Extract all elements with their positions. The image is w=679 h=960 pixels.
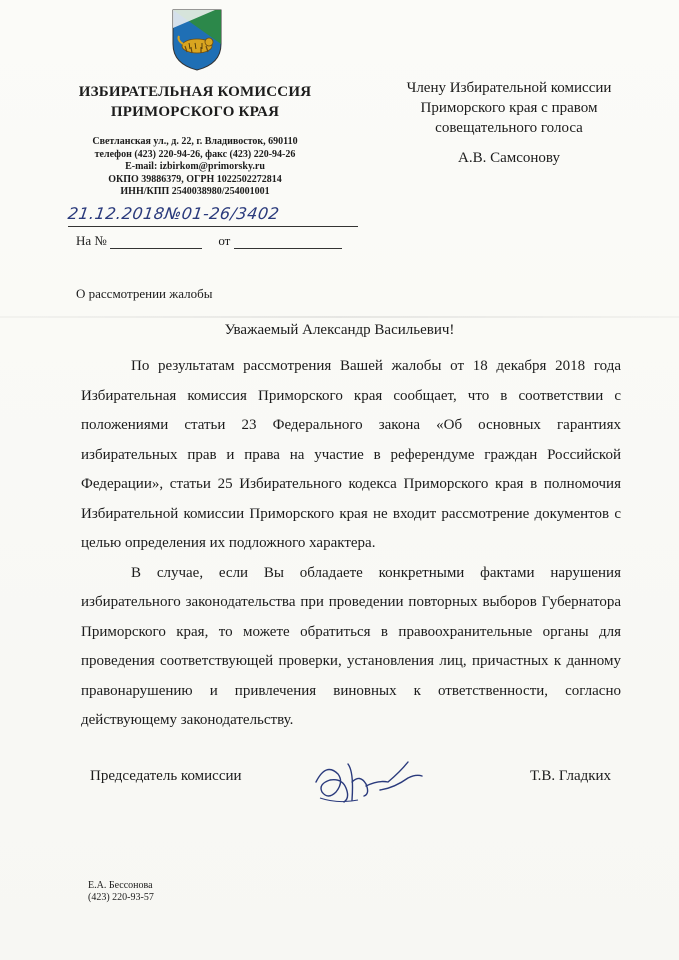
organization-phone: телефон (423) 220-94-26, факс (423) 220-94-26 (94, 148, 296, 160)
recipient-line1: Члену Избирательной комиссии (406, 80, 612, 96)
paper-fold (0, 316, 679, 318)
recipient-name: А.В. Самсонову (458, 150, 560, 166)
signatory-name: Т.В. Гладких (530, 768, 612, 784)
na-blank (110, 248, 202, 249)
outgoing-reference-line (68, 226, 358, 227)
body-paragraph-1: По результатам рассмотрения Вашей жалобы от 18 декабря 2018 года Избирательная комиссия Приморского края сообщает, что в соответствии с положениями статьи 23 Федерального закона «Об основных гарантиях избирательных прав и права на участие в референдуме граждан Российской Федерации», статьи 25 Избирательного кодекса Приморского края в полномочия Избирательной комиссии Приморского края не входит рассмотрение документов с целью определения их подложного характера. (81, 358, 621, 551)
organization-inn: ИНН/КПП 2540038980/254001001 (120, 186, 270, 198)
recipient-line3: совещательного голоса (435, 120, 583, 136)
executor-block (88, 880, 154, 904)
primorsky-emblem-icon (171, 8, 223, 72)
ot-blank (234, 248, 342, 249)
body-paragraph-2: В случае, если Вы обладаете конкретными фактами нарушения избирательного законодательства при проведении повторных выборов Губернатора Приморского края, то можете обратиться в правоохранительные органы для проведения соответствующей проверки, установления лиц, причастных к данному правонарушению и привлечения виновных к ответственности, согласно действующему законодательству. (81, 564, 621, 728)
letter-body (81, 352, 621, 736)
greeting: Уважаемый Александр Васильевич! (224, 322, 455, 338)
signatory-title: Председатель комиссии (90, 768, 242, 784)
ot-label: от (218, 233, 231, 248)
organization-name-line2: ПРИМОРСКОГО КРАЯ (110, 104, 280, 120)
recipient-block (374, 78, 644, 138)
organization-address: Светланская ул., д. 22, г. Владивосток, 690110 (92, 136, 298, 147)
organization-name (60, 82, 330, 122)
organization-email: E-mail: izbirkom@primorsky.ru (125, 161, 265, 173)
letter-subject: О рассмотрении жалобы (76, 286, 213, 301)
executor-phone: (423) 220-93-57 (88, 892, 154, 903)
outgoing-reference (68, 204, 368, 230)
executor-name: Е.А. Бессонова (88, 880, 153, 891)
signature-icon (308, 752, 428, 810)
incoming-reference-row (76, 233, 342, 249)
recipient-line2: Приморского края с правом (420, 100, 598, 116)
outgoing-reference-handwritten: 21.12.2018№01-26/3402 (66, 204, 281, 223)
organization-okpo: ОКПО 39886379, ОГРН 1022502272814 (108, 173, 282, 185)
organization-name-line1: ИЗБИРАТЕЛЬНАЯ КОМИССИЯ (78, 84, 312, 100)
na-label: На № (76, 233, 107, 248)
organization-details (60, 136, 330, 199)
